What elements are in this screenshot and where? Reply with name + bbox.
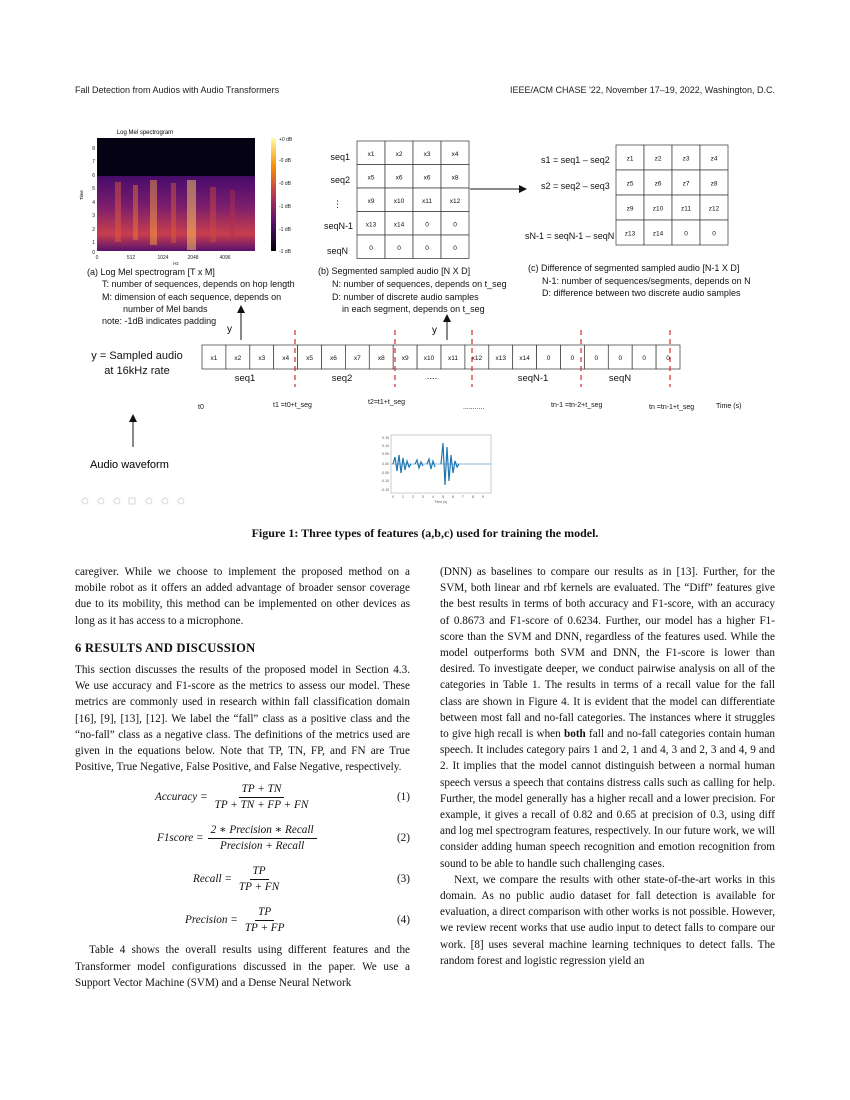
strip-seq-labels bbox=[235, 371, 632, 384]
svg-text:1: 1 bbox=[402, 495, 404, 499]
svg-text:⋮: ⋮ bbox=[333, 199, 342, 209]
svg-text:t2=t1+t_seg: t2=t1+t_seg bbox=[368, 399, 405, 406]
y-tick: 7 bbox=[92, 159, 95, 165]
matrix-x-value: 0 bbox=[369, 244, 373, 252]
paragraph: caregiver. While we choose to implement the proposed method on a mobile robot as it offers an added advantage of broader sensor coverage due to its mobility, this method can be implemented on other devices as long as it has access to a microphone. bbox=[75, 566, 410, 627]
strip-value: x14 bbox=[519, 355, 530, 362]
matrix-z-value: z13 bbox=[624, 230, 636, 238]
matrix-x-value: x12 bbox=[449, 197, 461, 205]
svg-text:number of Mel bands: number of Mel bands bbox=[123, 304, 208, 314]
svg-text:y: y bbox=[432, 325, 437, 336]
matrix-x-value: x13 bbox=[365, 221, 377, 229]
colorbar-label: -1 dB bbox=[279, 227, 291, 233]
matrix-z-value: 0 bbox=[684, 230, 688, 238]
matrix-z-value: z5 bbox=[626, 180, 634, 188]
svg-text:0.05: 0.05 bbox=[382, 452, 389, 456]
y-tick: 5 bbox=[92, 186, 95, 192]
svg-text:seq2: seq2 bbox=[330, 175, 350, 185]
svg-text:t0: t0 bbox=[198, 404, 204, 411]
x-tick: 512 bbox=[126, 255, 136, 261]
matrix-z-value: z3 bbox=[682, 155, 690, 163]
spectrogram-title: Log Mel spectrogram bbox=[116, 130, 174, 136]
matrix-x-value: 0 bbox=[453, 221, 457, 229]
strip-value: x12 bbox=[471, 355, 483, 362]
matrix-z-value: z1 bbox=[626, 155, 634, 163]
waveform-plot bbox=[381, 435, 491, 504]
colorbar-label: -1 dB bbox=[279, 204, 291, 210]
strip-value: 0 bbox=[570, 355, 575, 362]
matrix-x-value: x14 bbox=[393, 221, 405, 229]
right-column bbox=[440, 564, 775, 969]
svg-text:tn =tn-1+t_seg: tn =tn-1+t_seg bbox=[649, 404, 695, 411]
svg-text:seq1: seq1 bbox=[330, 152, 350, 162]
svg-text:(a) Log Mel spectrogram [T x: (a) Log Mel spectrogram [T x M] bbox=[87, 267, 215, 277]
strip-value: x9 bbox=[401, 355, 409, 362]
strip-value: 0 bbox=[618, 355, 623, 362]
x-tick: 0 bbox=[95, 255, 99, 261]
svg-text:sN-1 = seqN-1 – seqN: sN-1 = seqN-1 – seqN bbox=[525, 231, 615, 241]
svg-text:N-1: number of sequences/segme: N-1: number of sequences/segments, depends on N bbox=[542, 276, 751, 286]
matrix-z-value: z6 bbox=[654, 180, 662, 188]
svg-text:T: number of sequences, depend: T: number of sequences, depends on hop length bbox=[102, 279, 295, 289]
svg-text:0.15: 0.15 bbox=[382, 436, 389, 440]
strip-value: x10 bbox=[423, 355, 435, 362]
matrix-x-value: 0 bbox=[397, 244, 401, 252]
svg-text:0.00: 0.00 bbox=[382, 462, 389, 466]
matrix-x-value: x6 bbox=[395, 174, 403, 182]
figure-caption: Figure 1: Three types of features (a,b,c) used for training the model. bbox=[251, 526, 599, 540]
strip-value: x3 bbox=[258, 355, 266, 362]
svg-text:y = Sampled audio: y = Sampled audio bbox=[91, 350, 183, 362]
y-arrow-left bbox=[227, 305, 245, 340]
svg-text:seqN: seqN bbox=[326, 246, 348, 256]
matrix-x-value: x11 bbox=[422, 197, 432, 205]
svg-text:Time (s): Time (s) bbox=[434, 500, 448, 504]
svg-text:3: 3 bbox=[422, 495, 424, 499]
svg-text:seqN-1: seqN-1 bbox=[517, 373, 549, 384]
y-tick: 4 bbox=[92, 200, 95, 206]
seq-labels bbox=[324, 152, 353, 256]
section-heading: 6 RESULTS AND DISCUSSION bbox=[75, 640, 256, 655]
strip-value: x13 bbox=[495, 355, 506, 362]
svg-text:in each segment, depends on t_: in each segment, depends on t_seg bbox=[342, 304, 485, 314]
svg-text:N: number of sequences, depend: N: number of sequences, depends on t_seg bbox=[332, 279, 507, 289]
svg-text:(b) Segmented sampled audio [N: (b) Segmented sampled audio [N X D] bbox=[318, 266, 471, 276]
svg-text:at 16kHz rate: at 16kHz rate bbox=[104, 365, 170, 377]
matrix-x-value: x3 bbox=[423, 150, 431, 158]
matrix-z-value: z12 bbox=[708, 205, 720, 213]
matrix-x-value: x8 bbox=[451, 174, 459, 182]
colorbar-label: -1 dB bbox=[279, 249, 291, 255]
figure-1 bbox=[75, 125, 775, 535]
svg-text:D: difference between two disc: D: difference between two discrete audio samples bbox=[542, 288, 741, 298]
strip-value: x7 bbox=[353, 355, 361, 362]
svg-text:seq2: seq2 bbox=[331, 373, 353, 384]
svg-text:9: 9 bbox=[482, 495, 484, 499]
matrix-z-value: z11 bbox=[681, 205, 691, 213]
waveform-label: Audio waveform bbox=[90, 459, 169, 471]
svg-text:-0.15: -0.15 bbox=[381, 488, 389, 492]
strip-value: 0 bbox=[546, 355, 551, 362]
matrix-x-value: x4 bbox=[451, 150, 459, 158]
svg-text:seqN: seqN bbox=[608, 373, 632, 384]
svg-text:Time (s): Time (s) bbox=[716, 403, 742, 410]
strip-value: x11 bbox=[447, 355, 458, 362]
y-tick: 1 bbox=[92, 240, 95, 246]
paragraph: Table 4 shows the overall results using different features and the Transformer model configurations discussed in the paper. We use a Support Vector Machine (SVM) and a Dense Neural Network bbox=[75, 944, 410, 989]
svg-text:note: -1dB indicates padding: note: -1dB indicates padding bbox=[102, 316, 217, 326]
strip-value: x6 bbox=[330, 355, 337, 362]
matrix-z bbox=[616, 145, 728, 245]
svg-text:2: 2 bbox=[412, 495, 414, 499]
svg-text:-0.05: -0.05 bbox=[381, 471, 389, 475]
matrix-z-value: z2 bbox=[654, 155, 662, 163]
y-arrow-right bbox=[432, 314, 451, 340]
strip-value: 0 bbox=[642, 355, 646, 362]
x-axis-label: Hz bbox=[173, 261, 179, 266]
x-tick: 2048 bbox=[187, 255, 199, 261]
running-header-left: Fall Detection from Audios with Audio Transformers bbox=[75, 85, 280, 95]
strip-value: x2 bbox=[234, 355, 242, 362]
matrix-z-value: z9 bbox=[626, 205, 634, 213]
y-tick: 8 bbox=[92, 146, 95, 152]
svg-text:D: number of discrete audio sa: D: number of discrete audio samples bbox=[332, 292, 479, 302]
svg-text:8: 8 bbox=[472, 495, 474, 499]
matrix-x-value: 0 bbox=[425, 244, 429, 252]
running-header-right: IEEE/ACM CHASE '22, November 17–19, 2022, Washington, D.C. bbox=[509, 85, 775, 95]
sampled-audio-label bbox=[91, 350, 182, 377]
strip-value: 0 bbox=[594, 355, 599, 362]
y-axis-label: Time bbox=[79, 190, 84, 200]
svg-text:seq1: seq1 bbox=[234, 373, 256, 384]
svg-text:5: 5 bbox=[442, 495, 444, 499]
matrix-z-value: z8 bbox=[710, 180, 718, 188]
time-labels bbox=[198, 399, 741, 411]
svg-text:4: 4 bbox=[432, 495, 434, 499]
matrix-z-value: z7 bbox=[682, 180, 690, 188]
svg-text:...........: ........... bbox=[463, 404, 485, 411]
equation-recall: Recall = $\frac{TP}{TP + FN}$ (3) bbox=[193, 864, 410, 893]
strip-value: 0 bbox=[666, 355, 670, 362]
matrix-z-value: z14 bbox=[652, 230, 664, 238]
svg-text:-0.10: -0.10 bbox=[381, 479, 389, 483]
colorbar-label: -0 dB bbox=[279, 158, 291, 164]
left-column bbox=[75, 564, 410, 991]
strip-value: x4 bbox=[282, 355, 290, 362]
svg-text:t1 =t0+t_seg: t1 =t0+t_seg bbox=[273, 402, 312, 409]
matrix-x-value: x9 bbox=[367, 197, 375, 205]
matplotlib-toolbar-icons bbox=[82, 498, 184, 504]
matrix-z-value: 0 bbox=[712, 230, 716, 238]
matrix-x-value: x10 bbox=[393, 197, 405, 205]
svg-text:y: y bbox=[227, 324, 232, 335]
svg-text:7: 7 bbox=[462, 495, 464, 499]
matrix-z-value: z4 bbox=[710, 155, 718, 163]
colorbar bbox=[271, 138, 276, 251]
svg-text:0.10: 0.10 bbox=[382, 444, 389, 448]
diff-labels bbox=[525, 155, 614, 241]
matrix-x-value: 0 bbox=[425, 221, 429, 229]
y-tick: 3 bbox=[92, 213, 95, 219]
svg-text:0: 0 bbox=[392, 495, 394, 499]
y-tick: 0 bbox=[92, 250, 95, 256]
svg-text:seqN-1: seqN-1 bbox=[323, 221, 353, 231]
matrix-x-value: 0 bbox=[453, 244, 457, 252]
svg-text:....: .... bbox=[426, 371, 438, 382]
caption-a bbox=[87, 267, 295, 326]
y-tick: 2 bbox=[92, 227, 95, 233]
svg-text:(c) Difference of segmented sa: (c) Difference of segmented sampled audio [N-1 X D] bbox=[528, 263, 740, 273]
strip-value: x8 bbox=[377, 355, 385, 362]
y-tick: 6 bbox=[92, 173, 95, 179]
svg-text:s2 = seq2 – seq3: s2 = seq2 – seq3 bbox=[541, 181, 610, 191]
paragraph: Next, we compare the results with other state-of-the-art works in this domain. As no public audio dataset for fall detection is available for evaluation, a direct comparison with other works is not possible. However, we review recent works that use audio input to detect falls to compare our work. [8] uses several machine learning techniques to detect falls. The random forest and logistic regression yield an bbox=[440, 873, 775, 967]
strip-value: x1 bbox=[210, 355, 218, 362]
x-tick: 1024 bbox=[157, 255, 169, 261]
colorbar-label: +0 dB bbox=[279, 137, 293, 143]
matrix-x bbox=[357, 141, 469, 259]
svg-text:s1 = seq1 – seq2: s1 = seq1 – seq2 bbox=[541, 155, 610, 165]
colorbar-label: -0 dB bbox=[279, 181, 291, 187]
svg-text:M: dimension of each sequence,: M: dimension of each sequence, depends on bbox=[102, 292, 282, 302]
paragraph: (DNN) as baselines to compare our results as in [13]. Further, for the SVM, both linear and rbf kernels are evaluated. The “Diff” features give the best results in terms of both accuracy and F1-score, with an accuracy of 0.8673 and F1-score of 0.6234. Further, our model has a higher F1-score than the SVM and DNN, regardless of the features used. While the model outperforms both SVM and DNN, the F1-score is lower than desired. To investigate deeper, we conduct pairwise analysis on all of the categories in Table 1. The results in terms of a recall value for the fall class are shown in Figure 4. It is evident that the model can differentiate between most fall and no-fall categories. The instances where it struggles to give high recall is when both fall and no-fall categories contain human speech. It includes category pairs 1 and 2, 1 and 4, 3 and 2, 3 and 4, 9 and 2. It implies that the model cannot distinguish between a normal human speech versus a speech that contains distress calls such as calling for help. Further, the model generally has a higher recall and a lower precision. For example, it gives a recall of 0.82 and 0.65 at precision of 0.3, using diff and log mel spectrogram features, respectively. In our future work, we will consider adding human speech recognition and emotion recognition from sound to be able to handle such challenging cases. bbox=[440, 566, 776, 870]
matrix-x-value: x2 bbox=[395, 150, 403, 158]
matrix-x-value: x5 bbox=[367, 174, 375, 182]
matrix-x-value: x1 bbox=[367, 150, 375, 158]
matrix-x-value: x6 bbox=[423, 174, 431, 182]
bold-word: both bbox=[564, 728, 586, 741]
svg-text:tn-1 =tn-2+t_seg: tn-1 =tn-2+t_seg bbox=[551, 402, 603, 409]
caption-b bbox=[318, 266, 507, 314]
caption-c bbox=[528, 263, 751, 298]
paragraph: This section discusses the results of the proposed model in Section 4.3. We use accuracy and F1-score as the metrics to assess our model. These metrics are commonly used in research within fall classification domain [16], [9], [13], [12]. We label the “fall” class as a positive class and the “no-fall” class as a negative class. The definitions of the metrics used are given in the equations below. Note that TP, TN, FP, and FN are True Positive, True Negative, False Positive, and False Negative, respectively. bbox=[75, 664, 410, 774]
equation-precision: Precision = $\frac{TP}{TP + FP}$ (4) bbox=[185, 905, 410, 934]
x-tick: 4096 bbox=[219, 255, 231, 261]
svg-text:6: 6 bbox=[452, 495, 454, 499]
strip-value: x5 bbox=[306, 355, 313, 362]
equation-accuracy: Accuracy = $\frac{TP + TN}{TP + TN + FP + FN}$ (1) bbox=[155, 782, 410, 811]
matrix-z-value: z10 bbox=[652, 205, 664, 213]
equation-f1score: F1score = $\frac{\text{2 ∗ Precision ∗ Recall}}{\text{Precision + Recall}}$ (2) bbox=[157, 823, 410, 852]
